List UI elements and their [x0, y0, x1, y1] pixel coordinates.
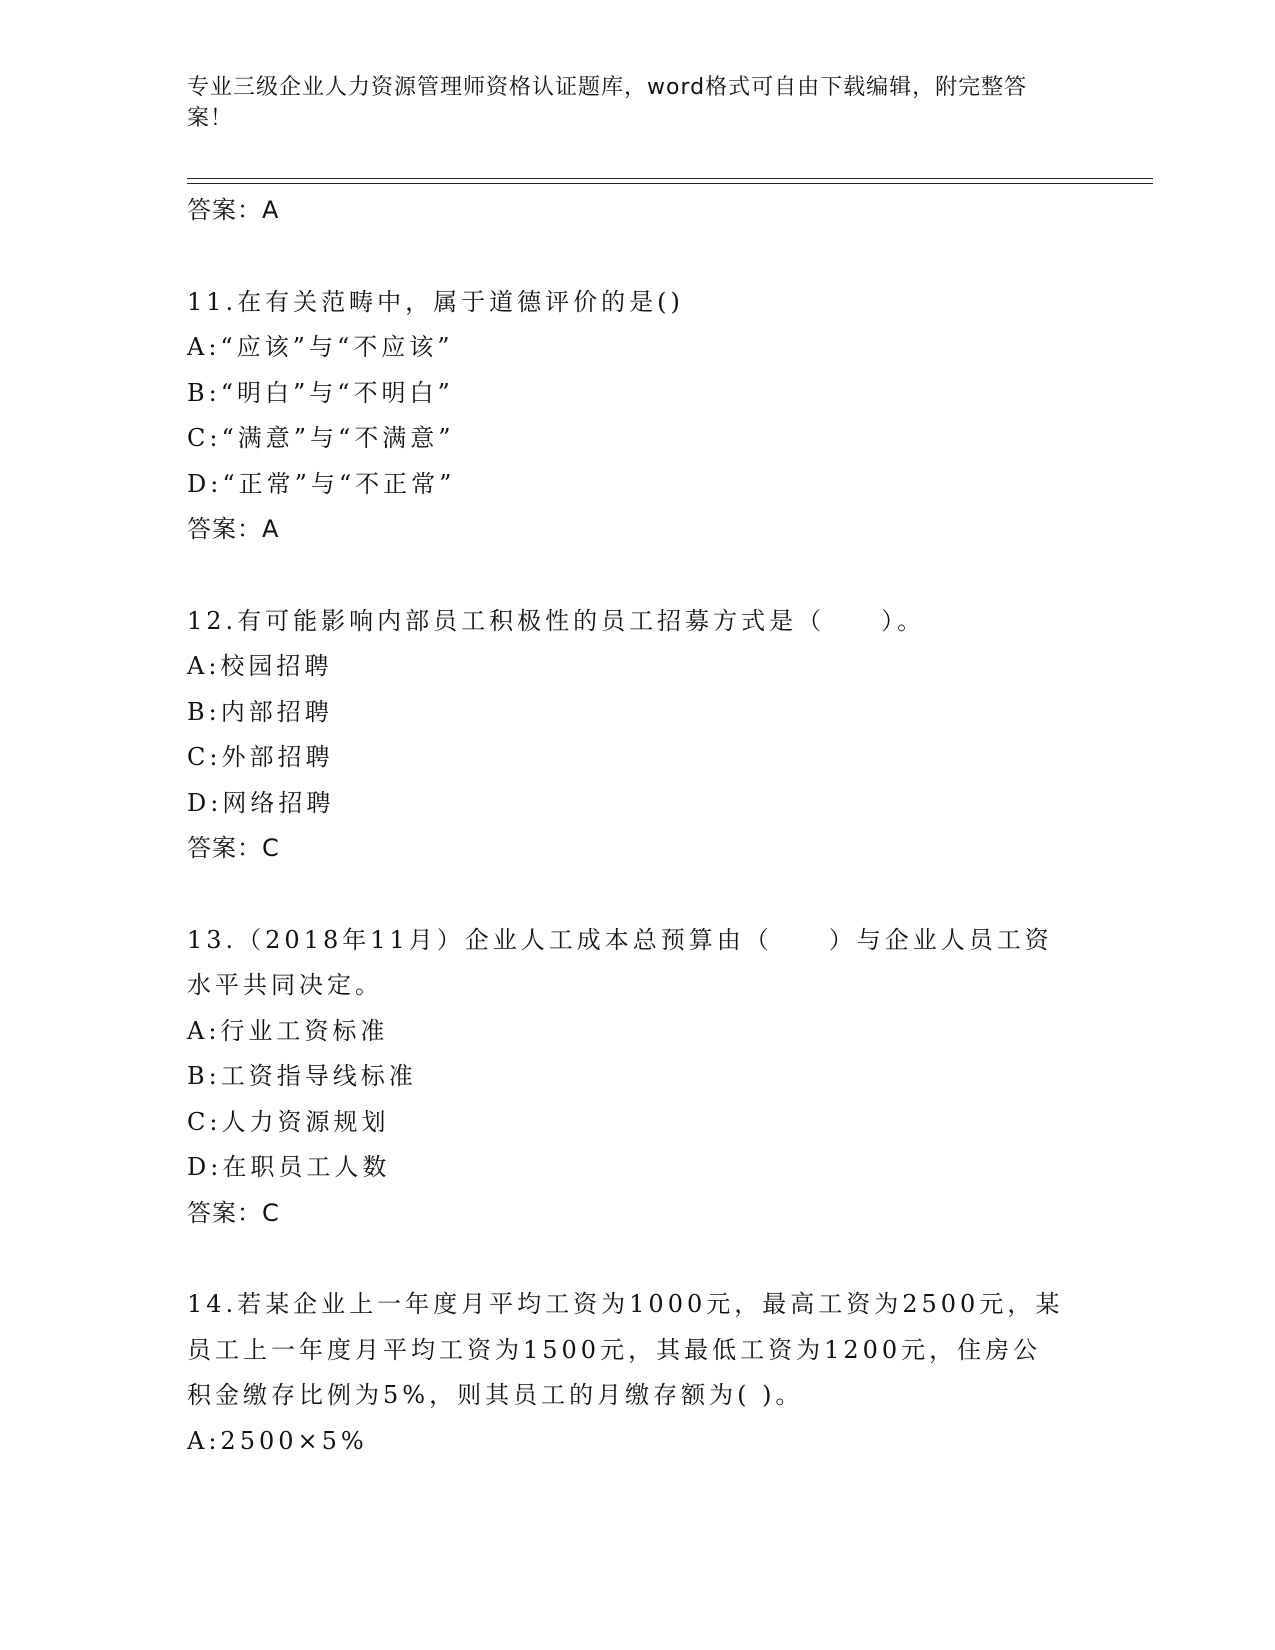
question-14: [187, 1282, 1067, 1464]
question-11: [187, 280, 1067, 553]
option-c: C:外部招聘: [187, 743, 334, 771]
spacer: [187, 234, 1067, 280]
document-body: [187, 188, 1067, 1464]
option-a: A:“应该”与“不应该”: [187, 333, 454, 361]
answer: 答案：C: [187, 1198, 280, 1227]
option-c: C:人力资源规划: [187, 1107, 390, 1136]
spacer: [187, 553, 1067, 599]
question-stem-line-2: 员工上一年度月平均工资为1500元，其最低工资为1200元，住房公: [187, 1335, 1042, 1364]
question-stem-line-1: 13.（2018年11月）企业人工成本总预算由（ ）与企业人员工资: [187, 925, 1053, 954]
question-stem-line-1: 14.若某企业上一年度月平均工资为1000元，最高工资为2500元，某: [187, 1290, 1064, 1318]
question-stem: 12.有可能影响内部员工积极性的员工招募方式是（ ）。: [187, 606, 926, 635]
option-d: D:“正常”与“不正常”: [187, 469, 456, 498]
option-a: A:2500×5%: [187, 1426, 368, 1455]
option-a: A:校园招聘: [187, 652, 333, 680]
answer: 答案：C: [187, 834, 280, 862]
option-b: B:内部招聘: [187, 697, 333, 726]
spacer: [187, 1236, 1067, 1282]
option-d: D:在职员工人数: [187, 1153, 391, 1181]
spacer: [187, 872, 1067, 918]
option-c: C:“满意”与“不满意”: [187, 424, 455, 452]
question-stem: 11.在有关范畴中，属于道德评价的是(): [187, 287, 684, 316]
option-b: B:工资指导线标准: [187, 1062, 417, 1090]
question-12: [187, 599, 1067, 872]
page-header: 专业三级企业人力资源管理师资格认证题库，word格式可自由下载编辑，附完整答案！: [187, 75, 1028, 131]
option-a: A:行业工资标准: [187, 1016, 389, 1045]
answer: 答案：A: [187, 515, 280, 543]
question-13: [187, 918, 1067, 1237]
header-rule-bottom: [187, 183, 1153, 184]
question-stem-line-2: 水平共同决定。: [187, 971, 383, 999]
option-d: D:网络招聘: [187, 788, 335, 817]
header-rule-top: [187, 178, 1153, 179]
option-b: B:“明白”与“不明白”: [187, 378, 454, 407]
question-stem-line-3: 积金缴存比例为5%，则其员工的月缴存额为( )。: [187, 1381, 804, 1409]
answer-previous: 答案：A: [187, 196, 280, 224]
